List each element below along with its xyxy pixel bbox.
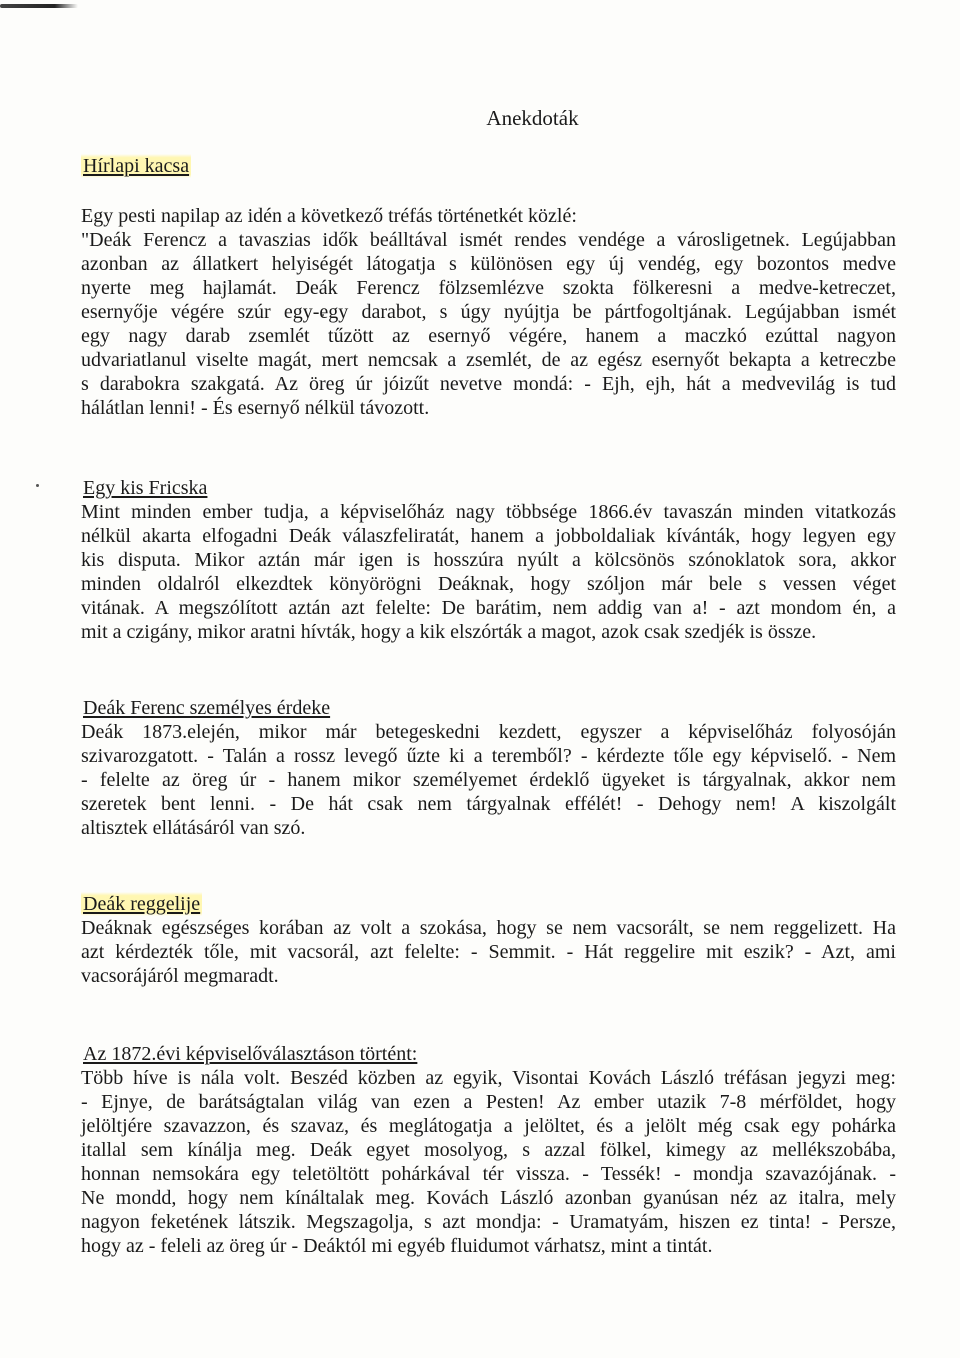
anecdote-section-hirlapi-kacsa xyxy=(81,154,896,420)
section-heading: Deák reggelije xyxy=(83,893,201,915)
body-line: Ne mondd, hogy nem kínáltalak meg. Kovách László azonban gyanúsan néz az italra, mely xyxy=(81,1187,896,1209)
body-line: nyerte meg hajlamát. Deák Ferencz fölzsemlézve szokta fölkeresni a medve-ketreczet, xyxy=(81,277,896,299)
section-heading: Egy kis Fricska xyxy=(83,477,208,499)
body-line: Egy pesti napilap az idén a következő tréfás történetkét közlé: xyxy=(81,205,577,227)
body-line: "Deák Ferencz a tavaszias idők beálltával ismét rendes vendége a városligetnek. Legújabban xyxy=(81,229,896,251)
section-body xyxy=(81,204,896,420)
body-line: Deáknak egészséges korában az volt a szokása, hogy se nem vacsorált, se nem reggelizett. Ha xyxy=(81,917,896,939)
anecdote-section-szemelyes-erdeke xyxy=(81,696,896,840)
body-line: mit a czigány, mikor aratni hívták, hogy a kik elszórták a magot, azok csak szedjék is össze. xyxy=(81,621,817,643)
body-line: egy nagy darab zsemlét tűzött az esernyő végére, hanem a maczkó ezúttal nagyon xyxy=(81,325,896,347)
body-line: esernyője végére szúr egy-egy darabot, s úgy nyújtja be pártfogoltjának. Legújabban ismét xyxy=(81,301,896,323)
body-line: szivarozgatott. - Talán a rossz levegő űzte ki a teremből? - kérdezte tőle egy képviselő. - Nem xyxy=(81,745,896,767)
section-body xyxy=(81,916,896,988)
body-line: nélkül akarta elfogadni Deák válaszfeliratát, hanem a jobboldaliak kívánták, hogy legyen egy xyxy=(81,525,896,547)
anecdote-section-reggelije xyxy=(81,892,896,988)
body-line: altisztek ellátásáról van szó. xyxy=(81,817,306,839)
body-line: honnan nemsokára egy teletöltött pohárkával tér vissza. - Tessék! - mondja szavazójának. - xyxy=(81,1163,896,1185)
section-body xyxy=(81,720,896,840)
body-line: nagyon feketének látszik. Megszagolja, s azt mondja: - Uramatyám, hiszen ez tinta! - Persze, xyxy=(81,1211,896,1233)
body-line: - Ejnye, de barátságtalan világ van ezen a Pesten! Az ember utazik 7-8 mérföldet, hogy xyxy=(81,1091,896,1113)
section-heading: Az 1872.évi képviselőválasztáson történt: xyxy=(83,1043,418,1065)
anecdote-section-1872-valasztas xyxy=(81,1042,896,1258)
body-line: azonban az állatkert helyiségét látogatja s különösen egy új vendég, egy bozontos medve xyxy=(81,253,896,275)
body-line: kis disputa. Mikor aztán már igen is hosszúra nyúlt a kölcsönös szónoklatok sora, akkor xyxy=(81,549,896,571)
body-line: hálátlan lenni! - És esernyő nélkül távozott. xyxy=(81,397,430,419)
section-body xyxy=(81,500,896,644)
section-body xyxy=(81,1066,896,1258)
body-line: szeretek bent lenni. - De hát csak nem tárgyalnak effélét! - Dehogy nem! A kiszolgált xyxy=(81,793,896,815)
section-heading: Hírlapi kacsa xyxy=(83,155,190,177)
anecdote-section-fricska xyxy=(81,476,896,644)
body-line: jelöltjére szavazzon, és szavaz, és meglátogatja a jelöltet, és a jelölt még csak egy pohárka xyxy=(81,1115,896,1137)
body-line: itallal sem kínálja meg. Deák egyet mosolyog, s azzal fölkel, kimegy az mellékszobába, xyxy=(81,1139,896,1161)
body-line: minden oldalról elkezdtek könyörögni Deáknak, hogy szóljon már bele s vessen véget xyxy=(81,573,896,595)
body-line: azt kérdezték tőle, mit vacsorál, azt felelte: - Semmit. - Hát reggelire mit eszik? - Azt, ami xyxy=(81,941,896,963)
body-line: vacsorájáról megmaradt. xyxy=(81,965,279,987)
body-line: udvariatlanul viselte magát, mert nemcsak a zsemlét, de az egész esernyőt bekapta a ketreczbe xyxy=(81,349,896,371)
body-line: s darabokra szakgatá. Az öreg úr jóizűt nevetve mondá: - Ejh, ejh, hát a medvevilág is tud xyxy=(81,373,896,395)
section-heading: Deák Ferenc személyes érdeke xyxy=(83,697,331,719)
scan-speck xyxy=(36,484,39,487)
body-line: hogy az - feleli az öreg úr - Deáktól mi egyéb fluidumot várhatsz, mint a tintát. xyxy=(81,1235,713,1257)
body-line: - felelte az öreg úr - hanem mikor személyemet érdeklő ügyeket is tárgyalnak, akkor nem xyxy=(81,769,896,791)
body-line: Több híve is nála volt. Beszéd közben az egyik, Visontai Kovách László tréfásan jegyzi meg: xyxy=(81,1067,896,1089)
page-title: Anekdoták xyxy=(486,106,579,130)
body-line: Mint minden ember tudja, a képviselőház nagy többsége 1866.év tavaszán minden vitatkozás xyxy=(81,501,896,523)
scan-artifact-mark xyxy=(0,4,78,8)
body-line: vitának. A megszólított aztán azt felelte: De barátim, nem addig van a! - azt mondom én, a xyxy=(81,597,896,619)
body-line: Deák 1873.elején, mikor már betegeskedni kezdett, egyszer a képviselőház folyosóján xyxy=(81,721,896,743)
